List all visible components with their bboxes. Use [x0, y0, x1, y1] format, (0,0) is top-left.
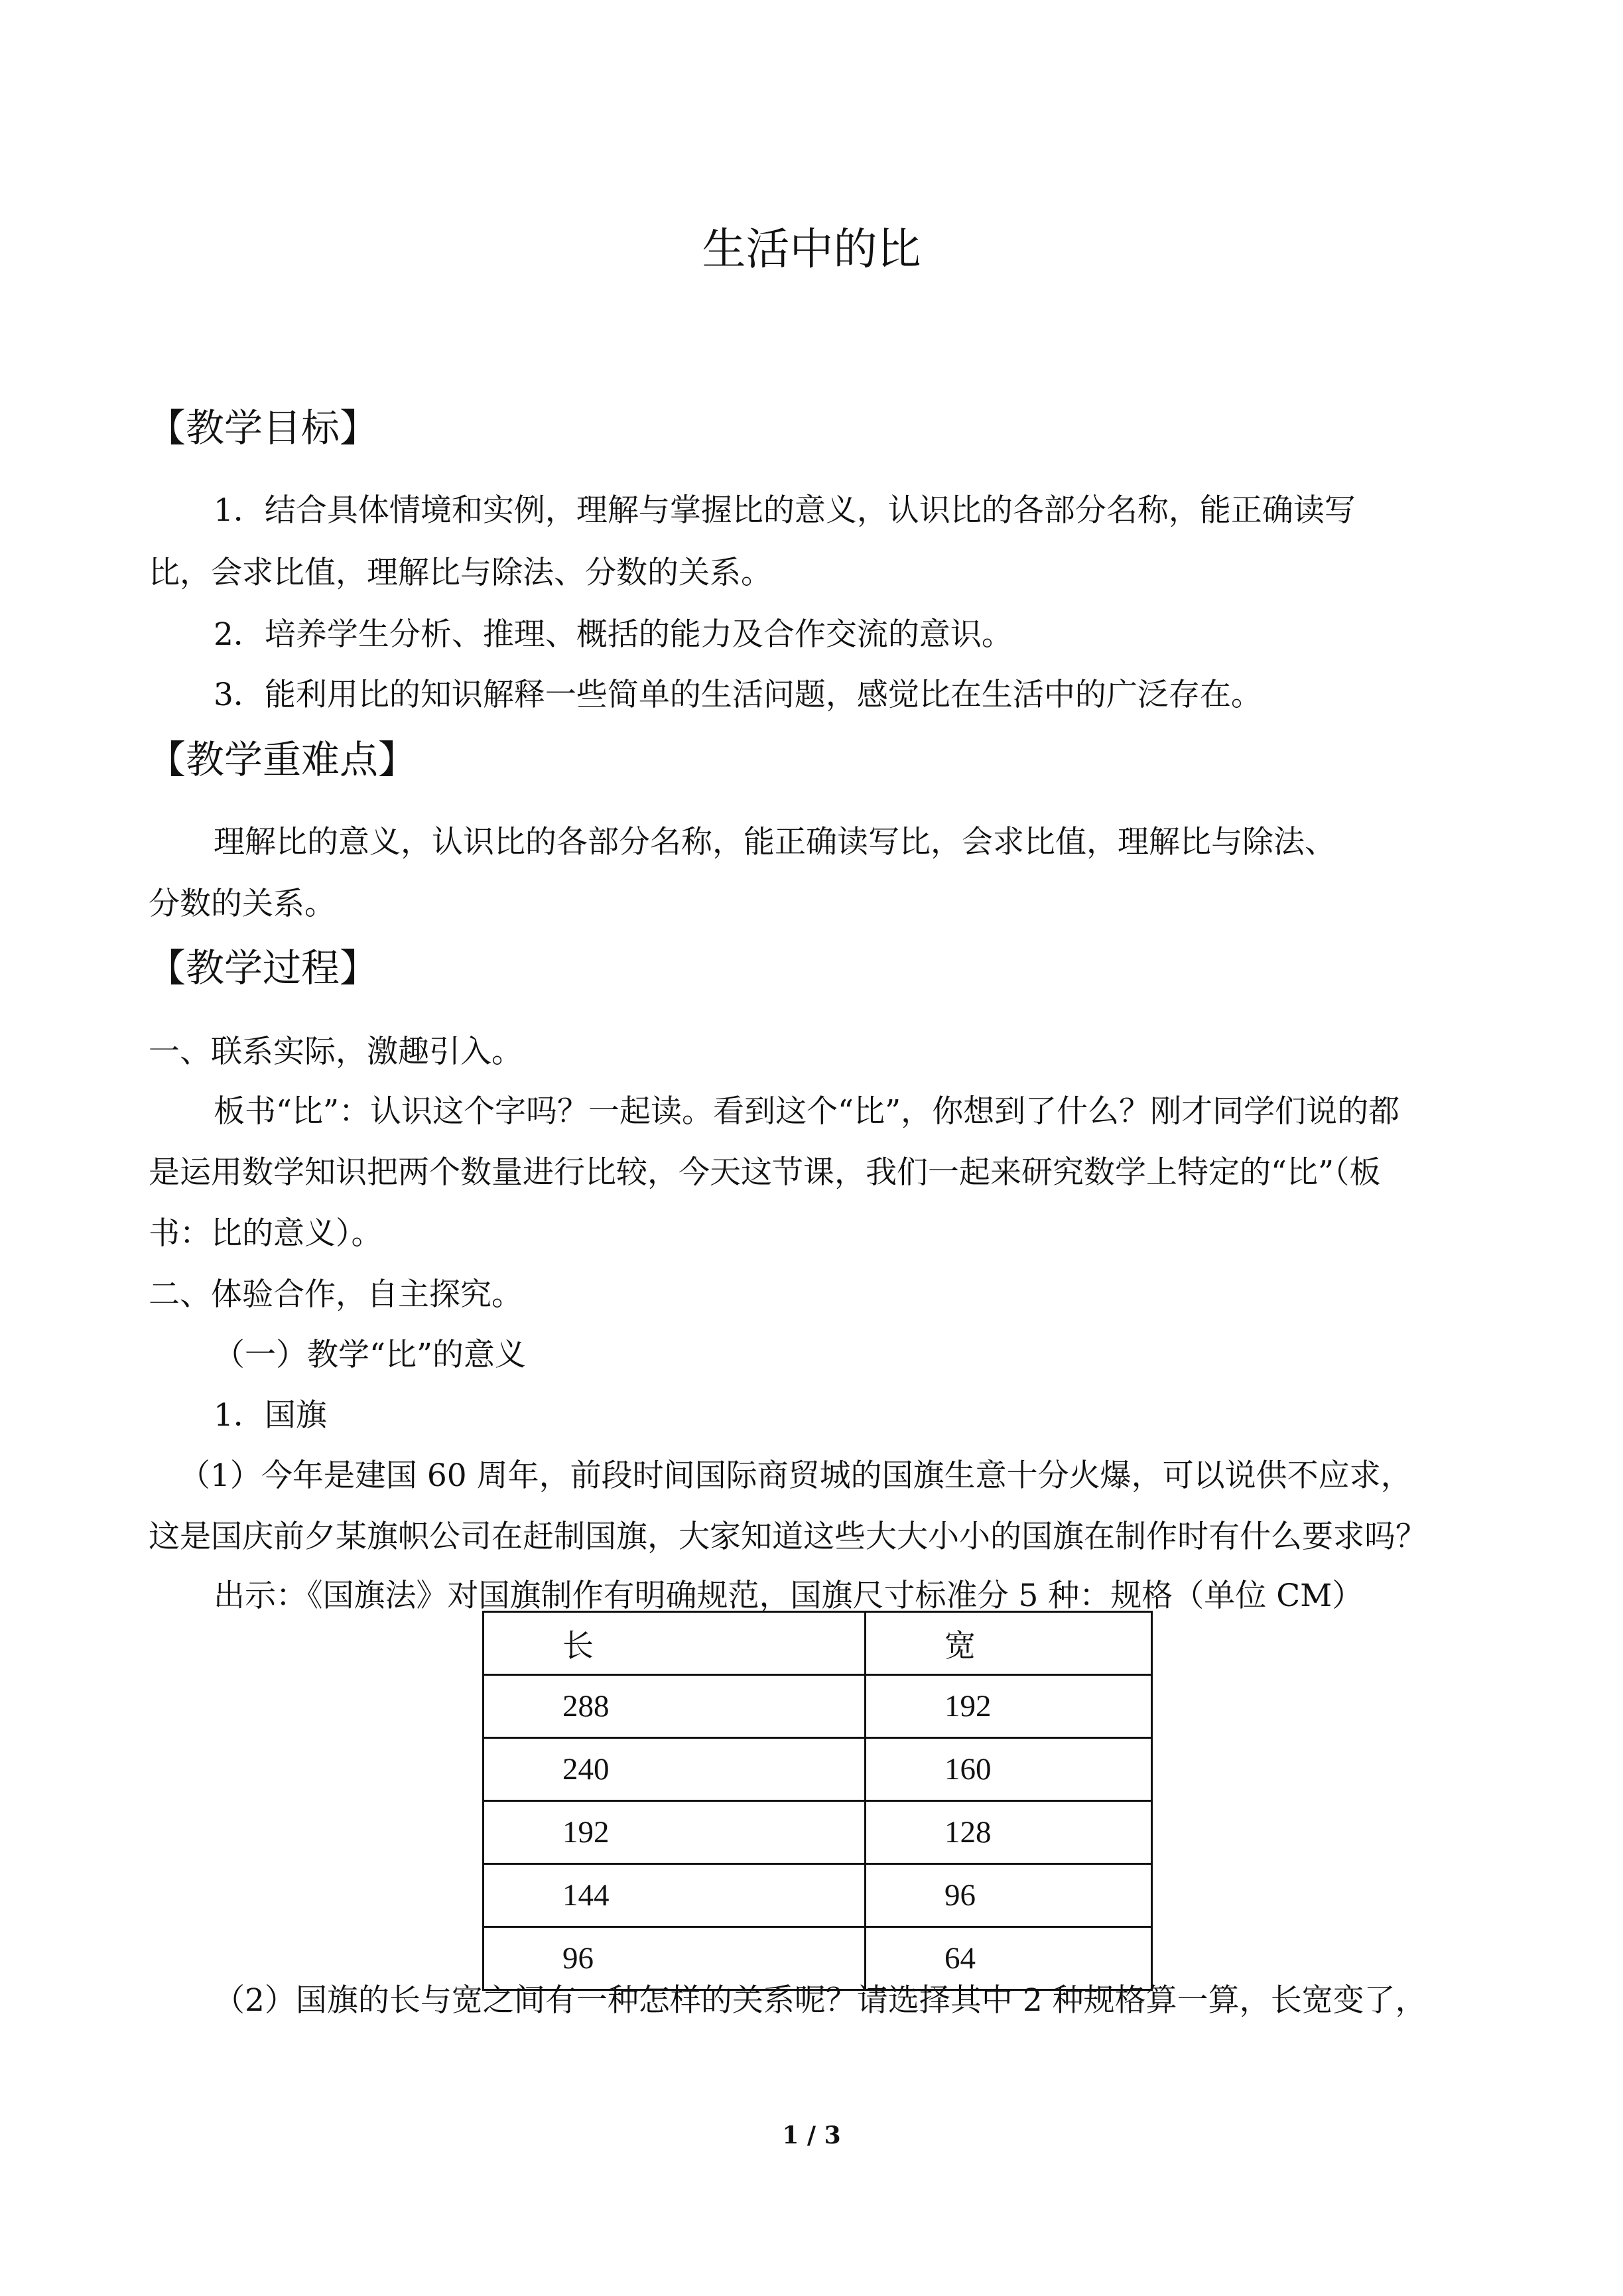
process-line-3: 是运用数学知识把两个数量进行比较，今天这节课，我们一起来研究数学上特定的“比”（板 — [149, 1154, 1381, 1191]
key-points-heading: 【教学重难点】 — [147, 737, 417, 782]
cell-width: 128 — [866, 1801, 1152, 1864]
table-row — [484, 1675, 1152, 1738]
cell-width: 160 — [866, 1738, 1152, 1801]
cell-length: 288 — [484, 1675, 866, 1738]
cell-length: 96 — [484, 1927, 866, 1990]
header-width: 宽 — [866, 1612, 1152, 1675]
process-line-8: （1）今年是建国 60 周年，前段时间国际商贸城的国旗生意十分火爆，可以说供不应求， — [179, 1457, 1412, 1494]
cell-width: 64 — [866, 1927, 1152, 1990]
cell-length: 144 — [484, 1864, 866, 1927]
process-line-2: 板书“比”：认识这个字吗？一起读。看到这个“比”，你想到了什么？刚才同学们说的都 — [214, 1093, 1400, 1130]
header-length: 长 — [484, 1612, 866, 1675]
goals-heading: 【教学目标】 — [147, 405, 379, 450]
process-line-5: 二、体验合作，自主探究。 — [149, 1276, 523, 1313]
process-heading: 【教学过程】 — [147, 945, 379, 990]
flag-size-table — [482, 1611, 1153, 1991]
key-points-line-1: 理解比的意义，认识比的各部分名称，能正确读写比，会求比值，理解比与除法、 — [214, 824, 1336, 860]
cell-width: 192 — [866, 1675, 1152, 1738]
process-after-table-line: （2）国旗的长与宽之间有一种怎样的关系呢？请选择其中 2 种规格算一算，长宽变了， — [214, 1982, 1427, 2019]
process-line-6: （一）教学“比”的意义 — [214, 1337, 527, 1373]
goals-line-3: 2．培养学生分析、推理、概括的能力及合作交流的意识。 — [214, 616, 1013, 653]
table-row — [484, 1864, 1152, 1927]
process-line-4: 书：比的意义）。 — [149, 1215, 383, 1252]
cell-length: 192 — [484, 1801, 866, 1864]
process-line-9: 这是国庆前夕某旗帜公司在赶制国旗，大家知道这些大大小小的国旗在制作时有什么要求吗？ — [149, 1519, 1427, 1555]
process-line-7: 1．国旗 — [214, 1397, 327, 1434]
key-points-line-2: 分数的关系。 — [149, 886, 336, 922]
table-row — [484, 1738, 1152, 1801]
page-number: 1 / 3 — [782, 2122, 841, 2149]
process-line-1: 一、联系实际，激趣引入。 — [149, 1034, 523, 1070]
goals-line-1: 1．结合具体情境和实例，理解与掌握比的意义，认识比的各部分名称，能正确读写 — [214, 492, 1356, 529]
goals-line-4: 3．能利用比的知识解释一些简单的生活问题，感觉比在生活中的广泛存在。 — [214, 677, 1262, 713]
cell-length: 240 — [484, 1738, 866, 1801]
cell-width: 96 — [866, 1864, 1152, 1927]
table-header-row — [484, 1612, 1152, 1675]
document-title: 生活中的比 — [702, 224, 921, 275]
table-row — [484, 1801, 1152, 1864]
goals-line-2: 比，会求比值，理解比与除法、分数的关系。 — [149, 555, 772, 591]
process-line-10: 出示：《国旗法》对国旗制作有明确规范，国旗尺寸标准分 5 种：规格（单位 CM） — [214, 1578, 1364, 1614]
